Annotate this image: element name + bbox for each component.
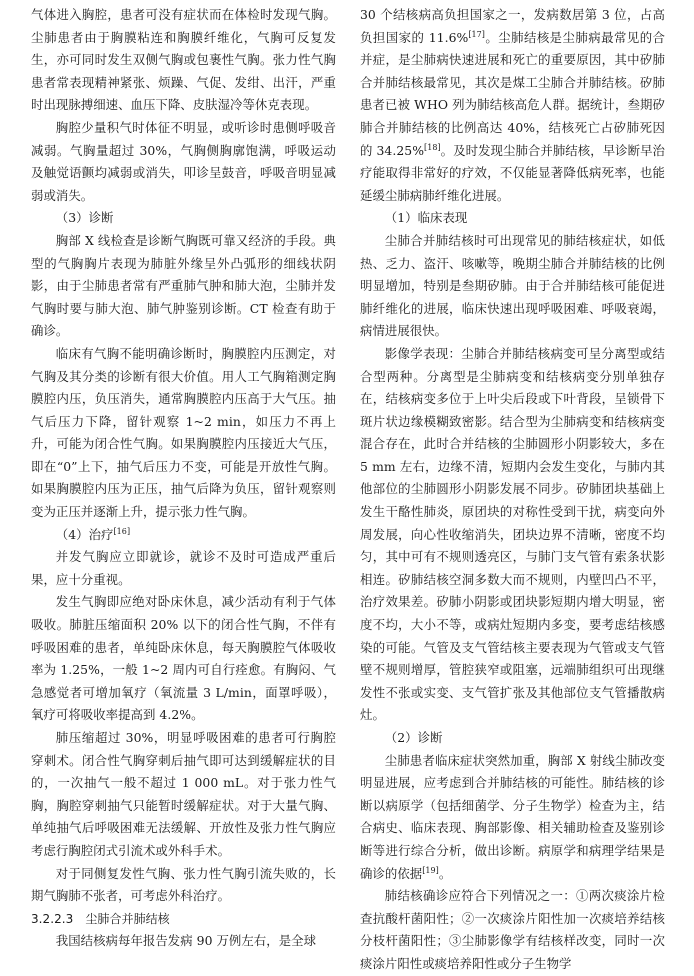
paragraph: 发生气胸即应绝对卧床休息，减少活动有利于气体吸收。肺脏压缩面积 20% 以下的闭合性气胸，不伴有呼吸困难的患者，单纯卧床休息，每天胸膜腔气体吸收率为 1.25%，一般 1~2 周内可自行痊愈。有胸闷、气急感觉者可增加氧疗（氧流量 3 L/min，面罩呼吸），氧疗可将吸收率提高到 4.2%。 — [31, 594, 336, 723]
paragraph: 影像学表现：尘肺合并肺结核病变可呈分离型或结合型两种。分离型是尘肺病变和结核病变分别单独存在，结核病变多位于上叶尖后段或下叶背段，呈锁骨下斑片状边缘模糊致密影。结合型为尘肺病变和结核病变混合存在，此时合并结核的尘肺圆形小阴影较大，多在 5 mm 左右，边缘不清，短期内会发生变化，与肺内其他部位的尘肺圆形小阴影发展不同步。矽肺团块基础上发生干酪性肺炎，原团块的对称性受到干扰，病变向外周发展，向心性收缩消失，团块边界不清晰，密度不均匀，其中可有不规则透亮区，与肺门支气管有索条状影相连。矽肺结核空洞多数大而不规则，内壁凹凸不平，治疗效果差。矽肺小阴影或团块影短期内增大明显，密度不均，大小不等，或病灶短期内多变，要考虑结核感染的可能。气管及支气管结核主要表现为气管或支气管壁不规则增厚，管腔狭窄或阻塞，远端肺组织可出现继发性不张或实变、支气管扩张及其他部位支气管播散病灶。 — [360, 345, 665, 723]
paragraph: 并发气胸应立即就诊，就诊不及时可造成严重后果，应十分重视。 — [31, 549, 336, 587]
section-heading: 3.2.2.3 尘肺合并肺结核 — [31, 911, 170, 926]
paragraph: 胸部 X 线检查是诊断气胸既可靠又经济的手段。典型的气胸胸片表现为肺脏外缘呈外凸弧形的细线状阴影，由于尘肺患者常有严重肺气肿和肺大泡，尘肺并发气胸时要与肺大泡、肺气肿鉴别诊断。CT 检查有助于确诊。 — [31, 232, 336, 339]
left-column — [31, 4, 336, 953]
paragraph: 肺压缩超过 30%，明显呼吸困难的患者可行胸腔穿刺术。闭合性气胸穿刺后抽气即可达到缓解症状的目的，一次抽气一般不超过 1 000 mL。对于张力性气胸，胸腔穿刺抽气只能暂时缓解症状。对于大量气胸、单纯抽气后呼吸困难无法缓解、开放性及张力性气胸应考虑行胸腔闭式引流术或外科手术。 — [31, 730, 336, 858]
text-run: 尘肺患者临床症状突然加重，胸部 X 射线尘肺改变明显进展，应考虑到合并肺结核的可能性。肺结核的诊断以病原学（包括细菌学、分子生物学）检查为主，结合病史、临床表现、胸部影像、相关辅助检查及鉴别诊断等进行综合分析，做出诊断。病原学和病理学结果是确诊的依据 — [360, 752, 665, 881]
citation-ref: [18] — [424, 142, 441, 152]
paragraph: 胸腔少量积气时体征不明显，或听诊时患侧呼吸音减弱。气胸量超过 30%，气胸侧胸廓饱满，呼吸运动及触觉语颤均减弱或消失，叩诊呈鼓音，呼吸音明显减弱或消失。 — [31, 119, 336, 203]
paragraph: 气体进入胸腔，患者可没有症状而在体检时发现气胸。尘肺患者由于胸膜粘连和胸膜纤维化，气胸可反复发生，亦可同时发生双侧气胸或包裹性气胸。张力性气胸患者常表现精神紧张、烦躁、气促、发绀、出汗，严重时出现脉搏细速、血压下降、皮肤湿冷等休克表现。 — [31, 7, 336, 113]
paragraph: 对于同侧复发性气胸、张力性气胸引流失败的，长期气胸肺不张者，可考虑外科治疗。 — [31, 865, 336, 904]
subheading-treatment — [31, 524, 336, 547]
citation-ref: [17] — [468, 29, 485, 39]
paragraph: 肺结核确诊应符合下列情况之一：①两次痰涂片检查抗酸杆菌阳性；②一次痰涂片阳性加一次痰培养结核分枝杆菌阳性；③尘肺影像学有结核样改变，同时一次痰涂片阳性或痰培养阳性或分子生物学 — [360, 888, 665, 971]
paragraph: 我国结核病每年报告发病 90 万例左右，是全球 — [55, 933, 317, 949]
subheading-diagnosis: （2）诊断 — [384, 730, 443, 745]
paragraph — [360, 750, 665, 886]
subheading-clinical: （1）临床表现 — [384, 210, 468, 226]
citation-ref: [16] — [113, 526, 131, 536]
subheading-diagnosis: （3）诊断 — [55, 210, 114, 226]
text-run: 。及时发现尘肺合并肺结核，早诊断早治疗能取得非常好的疗效，不仅能显著降低病死率，也能延缓尘肺病肺纤维化进展。 — [360, 142, 665, 203]
text-run: 。尘肺结核是尘肺病最常见的合并症，是尘肺病快速进展和死亡的重要原因，其中矽肺合并肺结核最常见，其次是煤工尘肺合并肺结核。矽肺患者已被 WHO 列为肺结核高危人群。据统计，叁期矽肺合并肺结核的比例高达 40%，结核死亡占矽肺死因的 34.25% — [360, 29, 665, 158]
text-run: 。 — [438, 865, 452, 881]
subheading-text: （4）治疗 — [55, 526, 114, 542]
citation-ref: [19] — [422, 865, 439, 875]
paragraph: 临床有气胸不能明确诊断时，胸膜腔内压测定，对气胸及其分类的诊断有很大价值。用人工气胸箱测定胸膜腔内压，负压消失，通常胸膜腔内压高于大气压。抽气后压力下降，留针观察 1~2 min，如压力不再上升，可能为闭合性气胸。如果胸膜腔内压接近大气压，即在“0”上下，抽气后压力不变，可能是开放性气胸。如果胸膜腔内压为正压，抽气后降为负压，留针观察则变为正压并逐渐上升，提示张力性气胸。 — [31, 345, 336, 520]
right-column — [360, 4, 665, 976]
text-run: 30 个结核病高负担国家之一，发病数居第 3 位，占高负担国家的 11.6% — [360, 7, 665, 45]
paragraph — [360, 4, 665, 207]
paragraph: 尘肺合并肺结核时可出现常见的肺结核症状，如低热、乏力、盗汗、咳嗽等，晚期尘肺合并肺结核的比例明显增加，特别是叁期矽肺。由于合并肺结核可能促进肺纤维化的进展，临床快速出现呼吸困难、呼吸衰竭，病情进展很快。 — [360, 232, 665, 339]
